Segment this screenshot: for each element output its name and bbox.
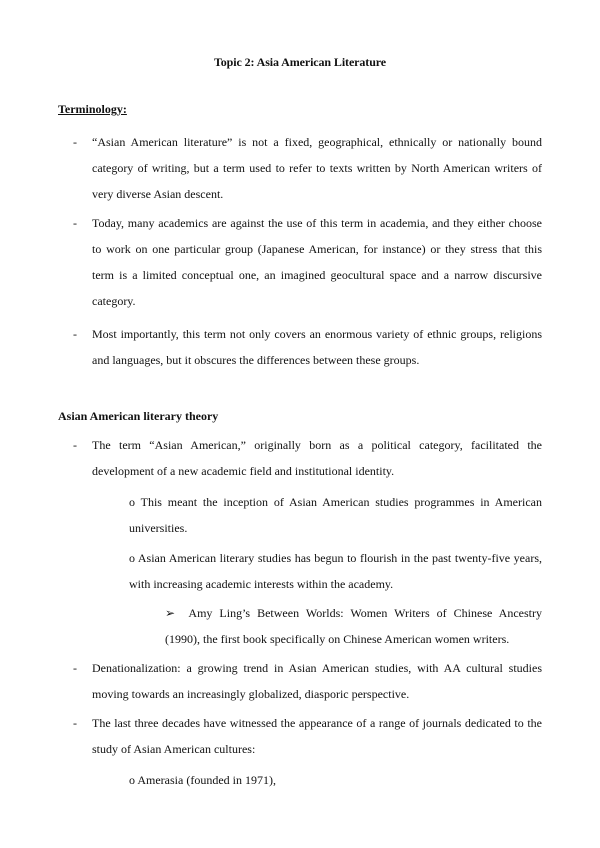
theory-item-3-sub — [129, 767, 542, 793]
text-line: with increasing academic interests within the academy. — [129, 577, 394, 591]
text-segment: Amy Ling’s Between Worlds: Women Writers of Chinese Ancestry — [188, 606, 542, 620]
text-line: very diverse Asian descent. — [92, 187, 224, 201]
sub-marker: o — [129, 495, 135, 509]
text-line — [165, 600, 542, 626]
terminology-item-1 — [92, 129, 542, 207]
sub-marker: o — [129, 773, 135, 787]
terminology-item-3 — [92, 321, 542, 373]
page-title: Topic 2: Asia American Literature — [213, 55, 387, 69]
text-line: to work on one particular group (Japanese American, for instance) or they stress that this — [92, 242, 542, 256]
bullet-marker: - — [73, 661, 77, 675]
text-line: category. — [92, 294, 136, 308]
text-line: study of Asian American cultures: — [92, 742, 256, 756]
text-line: category of writing, but a term used to refer to texts written by North American writers of — [92, 161, 542, 175]
text-line: and languages, but it obscures the differences between these groups. — [92, 353, 420, 367]
text-line: The term “Asian American,” originally born as a political category, facilitated the — [92, 438, 542, 452]
text-line: “Asian American literature” is not a fixed, geographical, ethnically or nationally bound — [92, 135, 542, 149]
text-line: The last three decades have witnessed the appearance of a range of journals dedicated to the — [92, 716, 542, 730]
theory-subsub-item — [165, 600, 542, 652]
text-segment: Amerasia (founded in 1971), — [137, 773, 276, 787]
sub-marker: o — [129, 551, 135, 565]
bullet-marker: - — [73, 327, 77, 341]
text-line — [129, 545, 542, 571]
arrow-marker: ➢ — [165, 606, 176, 620]
text-line — [129, 767, 542, 793]
text-line: Today, many academics are against the use of this term in academia, and they either choose — [92, 216, 542, 230]
text-line: Denationalization: a growing trend in Asian American studies, with AA cultural studies — [92, 661, 542, 675]
theory-heading: Asian American literary theory — [58, 409, 219, 423]
text-line: (1990), the first book specifically on Chinese American women writers. — [165, 632, 510, 646]
text-line: moving towards an increasingly globalized, diasporic perspective. — [92, 687, 410, 701]
text-line: Most importantly, this term not only covers an enormous variety of ethnic groups, religions — [92, 327, 542, 341]
text-line: universities. — [129, 521, 188, 535]
terminology-heading: Terminology: — [58, 102, 127, 116]
text-segment: This meant the inception of Asian American studies programmes in American — [140, 495, 542, 509]
text-line — [129, 489, 542, 515]
text-line: development of a new academic field and institutional identity. — [92, 464, 395, 478]
text-line: term is a limited conceptual one, an imagined geocultural space and a narrow discursive — [92, 268, 542, 282]
theory-sub-item-1 — [129, 489, 542, 541]
theory-item-1 — [92, 432, 542, 484]
theory-item-2 — [92, 655, 542, 707]
bullet-marker: - — [73, 135, 77, 149]
bullet-marker: - — [73, 438, 77, 452]
bullet-marker: - — [73, 216, 77, 230]
text-segment: Asian American literary studies has begun to flourish in the past twenty-five years, — [137, 551, 542, 565]
theory-sub-item-2 — [129, 545, 542, 597]
bullet-marker: - — [73, 716, 77, 730]
terminology-item-2 — [92, 210, 542, 314]
theory-item-3 — [92, 710, 542, 762]
